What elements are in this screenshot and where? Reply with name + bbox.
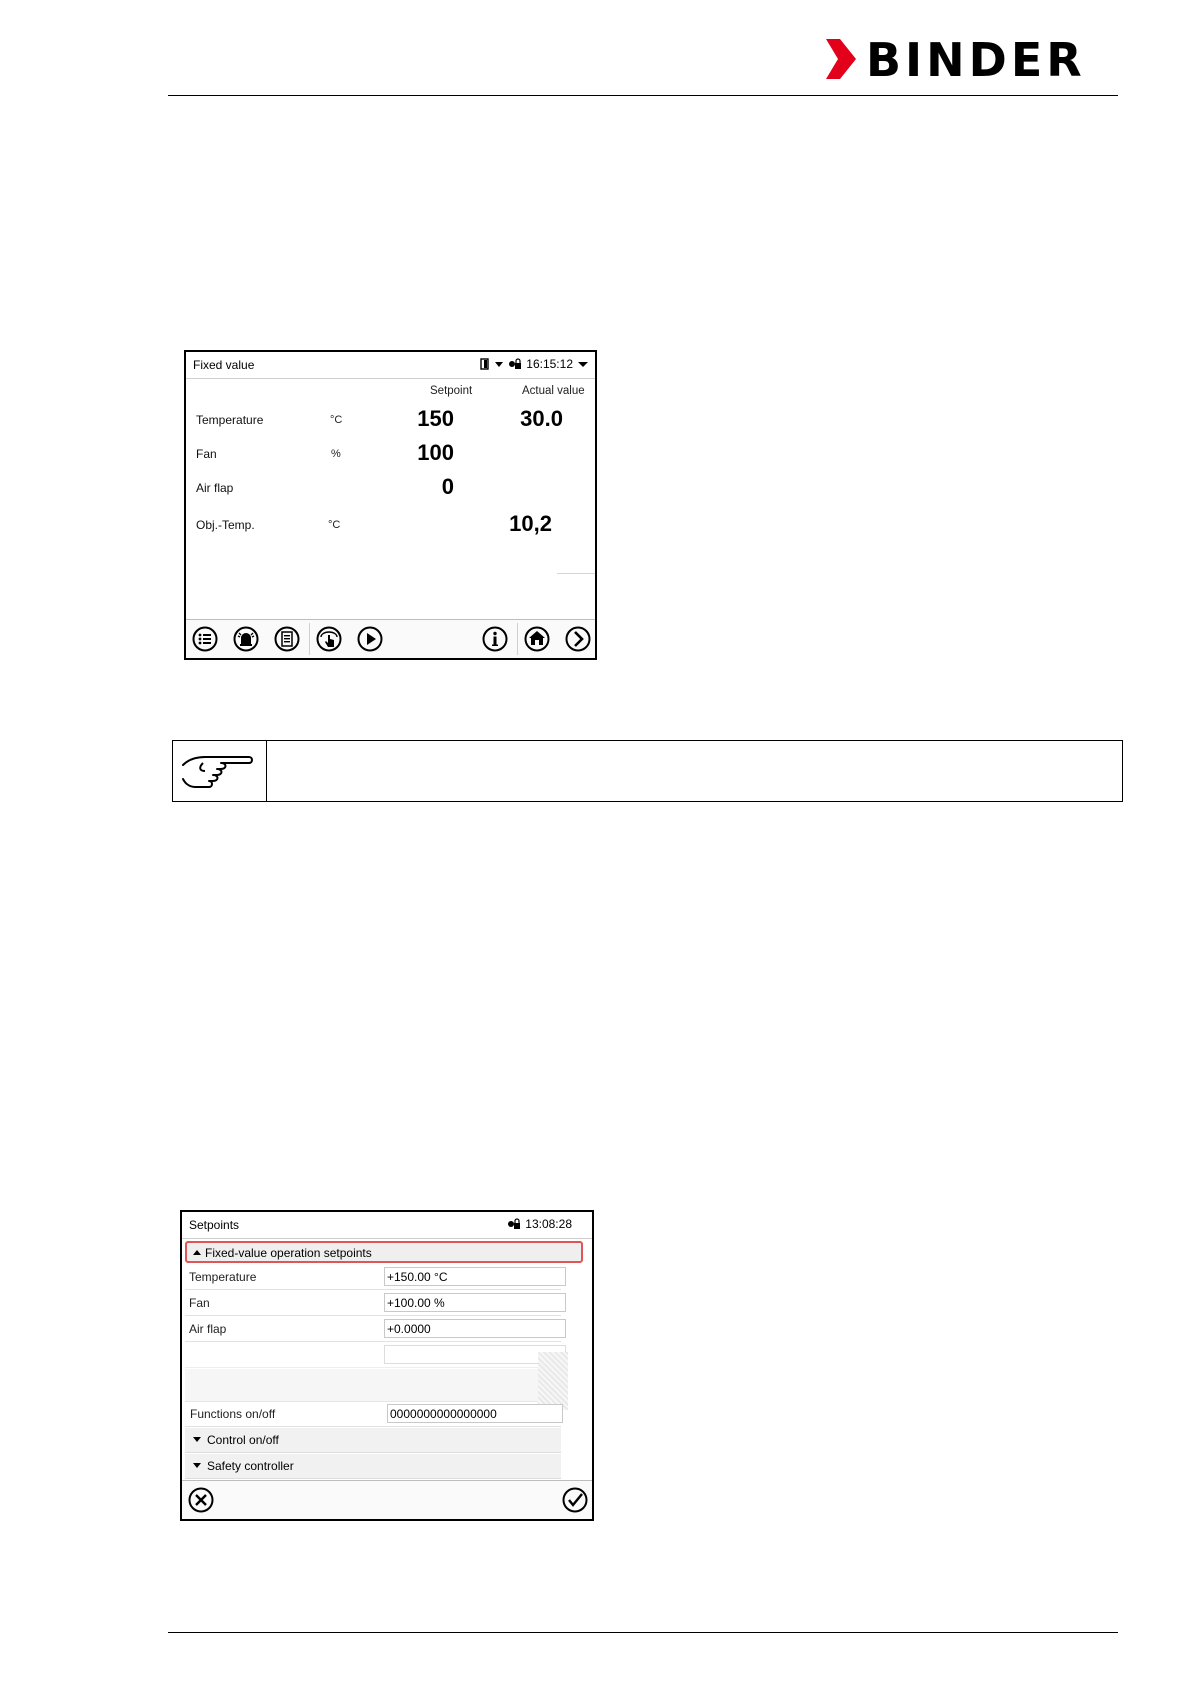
- screen-title: Setpoints: [189, 1218, 240, 1232]
- group-label: Safety controller: [207, 1459, 294, 1473]
- actual-value-column-header: Actual value: [522, 385, 585, 397]
- screen-titlebar: [182, 1212, 592, 1239]
- screen-title: Fixed value: [193, 358, 255, 372]
- row-label-temperature: Temperature: [196, 413, 264, 427]
- alarm-bell-icon[interactable]: [233, 626, 259, 652]
- screen-titlebar: [186, 352, 595, 379]
- row-label-air-flap: Air flap: [196, 481, 234, 495]
- functions-field[interactable]: 0000000000000000: [387, 1404, 563, 1423]
- brand-name: BINDER: [866, 33, 1086, 87]
- fan-setpoint[interactable]: 100: [417, 440, 454, 465]
- cancel-icon[interactable]: [188, 1487, 214, 1513]
- divider: [557, 573, 595, 574]
- chevron-down-icon[interactable]: [494, 360, 504, 368]
- param-label: Temperature: [189, 1270, 257, 1284]
- list-menu-icon[interactable]: [192, 626, 218, 652]
- status-area: [480, 357, 589, 371]
- setpoints-screen: [180, 1210, 594, 1521]
- row-unit-temperature: °C: [330, 414, 343, 426]
- param-row-temperature: [185, 1265, 561, 1290]
- confirm-icon[interactable]: [562, 1487, 588, 1513]
- param-row-air-flap: [185, 1317, 561, 1342]
- group-control-on-off[interactable]: [185, 1428, 561, 1453]
- notes-icon[interactable]: [274, 626, 300, 652]
- collapse-arrow-icon: [193, 1250, 201, 1255]
- fan-setpoint-field[interactable]: +100.00 %: [384, 1293, 566, 1312]
- temperature-setpoint-field[interactable]: +150.00 °C: [384, 1267, 566, 1286]
- status-area: [507, 1217, 572, 1231]
- pointing-hand-icon: [179, 745, 257, 797]
- clock-time: 16:15:12: [526, 357, 573, 371]
- header-rule: [168, 95, 1118, 96]
- expand-arrow-icon: [193, 1437, 201, 1442]
- row-label-obj-temp: Obj.-Temp.: [196, 518, 255, 532]
- temperature-setpoint[interactable]: 150: [417, 406, 454, 431]
- row-label-fan: Fan: [196, 447, 217, 461]
- row-unit-obj-temp: °C: [328, 519, 341, 531]
- toolbar-separator: [309, 623, 310, 655]
- binder-logo: [826, 33, 1116, 87]
- info-icon[interactable]: [482, 626, 508, 652]
- user-lock-icon: [508, 358, 522, 370]
- empty-row: [185, 1343, 561, 1368]
- footer-rule: [168, 1632, 1118, 1633]
- expand-arrow-icon: [193, 1463, 201, 1468]
- param-row-functions: [185, 1402, 561, 1427]
- temperature-actual: 30.0: [520, 406, 563, 431]
- param-label: Air flap: [189, 1322, 227, 1336]
- bottom-toolbar: [182, 1480, 592, 1519]
- clock-time: 13:08:28: [525, 1217, 572, 1231]
- home-icon[interactable]: [524, 626, 550, 652]
- forward-icon[interactable]: [565, 626, 591, 652]
- touch-hand-icon[interactable]: [316, 626, 342, 652]
- note-box: [172, 740, 1123, 802]
- chevron-down-icon[interactable]: [577, 360, 589, 368]
- setpoint-column-header: Setpoint: [430, 385, 473, 397]
- section-title: Fixed-value operation setpoints: [205, 1246, 372, 1260]
- air-flap-setpoint[interactable]: 0: [441, 474, 454, 499]
- door-icon: [480, 358, 490, 370]
- bottom-toolbar: [186, 619, 595, 658]
- user-lock-icon: [507, 1218, 521, 1230]
- section-fixed-value-setpoints[interactable]: [185, 1241, 583, 1263]
- fixed-value-screen: [184, 350, 597, 660]
- param-label: Functions on/off: [190, 1407, 276, 1421]
- param-label: Fan: [189, 1296, 210, 1310]
- obj-temp-actual: 10,2: [509, 511, 552, 536]
- group-safety-controller[interactable]: [185, 1454, 561, 1479]
- note-icon-cell: [173, 741, 267, 801]
- binder-logo-mark-icon: [826, 39, 858, 79]
- play-icon[interactable]: [357, 626, 383, 652]
- param-row-fan: [185, 1291, 561, 1316]
- toolbar-separator: [517, 623, 518, 655]
- row-unit-fan: %: [331, 448, 341, 460]
- empty-row: [185, 1369, 561, 1402]
- air-flap-setpoint-field[interactable]: +0.0000: [384, 1319, 566, 1338]
- group-label: Control on/off: [207, 1433, 279, 1447]
